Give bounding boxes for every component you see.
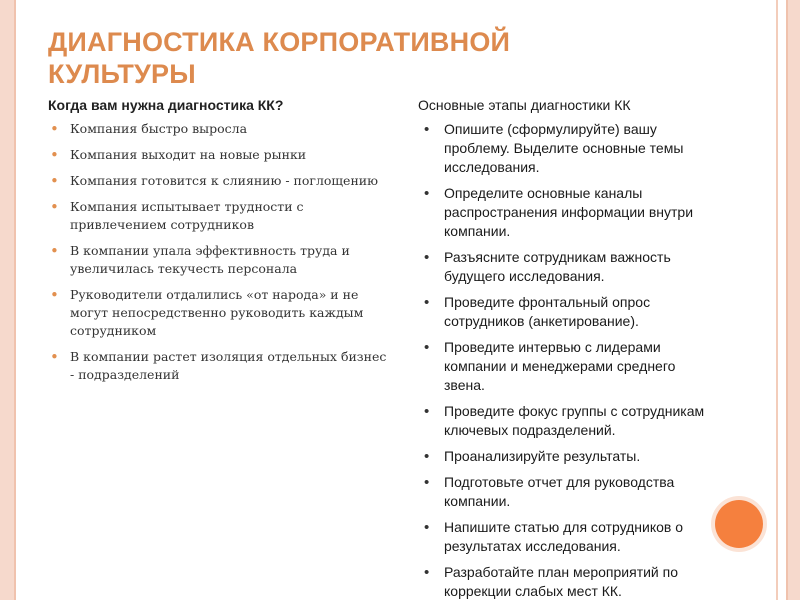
list-item: • Проанализируйте результаты. — [424, 448, 641, 465]
slide-title: ДИАГНОСТИКА КОРПОРАТИВНОЙ КУЛЬТУРЫ — [48, 27, 511, 89]
bullet-icon: • — [50, 198, 59, 216]
slide-left-border — [0, 0, 16, 600]
right-bullet-list — [416, 120, 716, 601]
list-item: • Разработайте план мероприятий по коррекции слабых мест КК. — [424, 564, 679, 599]
bullet-icon: • — [50, 120, 59, 138]
bullet-icon: • — [424, 294, 430, 311]
list-item: • Компания выходит на новые рынки — [50, 146, 307, 164]
list-item: • Компания готовится к слиянию - поглощению — [50, 172, 378, 190]
left-column-heading: Когда вам нужна диагностика КК? — [48, 97, 284, 113]
list-item: • Компания быстро выросла — [50, 120, 248, 138]
bullet-icon: • — [424, 403, 430, 420]
bullet-icon: • — [50, 146, 59, 164]
right-column-heading: Основные этапы диагностики КК — [418, 97, 631, 113]
list-item: • Проведите фронтальный опрос сотрудников (анкетирование). — [424, 294, 651, 329]
list-item: • Компания испытывает трудности с привлечением сотрудников — [50, 198, 304, 232]
list-item: • В компании упала эффективность труда и увеличилась текучесть персонала — [50, 242, 350, 276]
list-item: • Проведите интервью с лидерами компании и менеджерами среднего звена. — [424, 339, 676, 393]
right-column — [416, 96, 716, 608]
left-column — [48, 96, 393, 392]
bullet-icon: • — [50, 242, 59, 260]
bullet-icon: • — [50, 172, 59, 190]
bullet-icon: • — [50, 286, 59, 304]
bullet-icon: • — [50, 348, 59, 366]
bullet-icon: • — [424, 474, 430, 491]
list-item: • Напишите статью для сотрудников о результатах исследования. — [424, 519, 684, 554]
slide-right-border-line — [776, 0, 778, 600]
slide-right-border — [786, 0, 800, 600]
list-item: • Проведите фокус группы с сотрудникам ключевых подразделений. — [424, 403, 705, 438]
bullet-icon: • — [424, 339, 430, 356]
bullet-icon: • — [424, 121, 430, 138]
bullet-icon: • — [424, 249, 430, 266]
list-item: • Опишите (сформулируйте) вашу проблему. Выделите основные темы исследования. — [424, 121, 684, 175]
bullet-icon: • — [424, 519, 430, 536]
list-item: • Руководители отдалились «от народа» и не могут непосредственно руководить каждым сотрудником — [50, 286, 364, 338]
left-bullet-list — [48, 120, 393, 384]
list-item: • В компании растет изоляция отдельных бизнес - подразделений — [50, 348, 387, 382]
bullet-icon: • — [424, 185, 430, 202]
bullet-icon: • — [424, 448, 430, 465]
bullet-icon: • — [424, 564, 430, 581]
list-item: • Определите основные каналы распространения информации внутри компании. — [424, 185, 694, 239]
list-item: • Разъясните сотрудникам важность будущего исследования. — [424, 249, 671, 284]
list-item: • Подготовьте отчет для руководства компании. — [424, 474, 675, 509]
decorative-circle — [715, 500, 763, 548]
